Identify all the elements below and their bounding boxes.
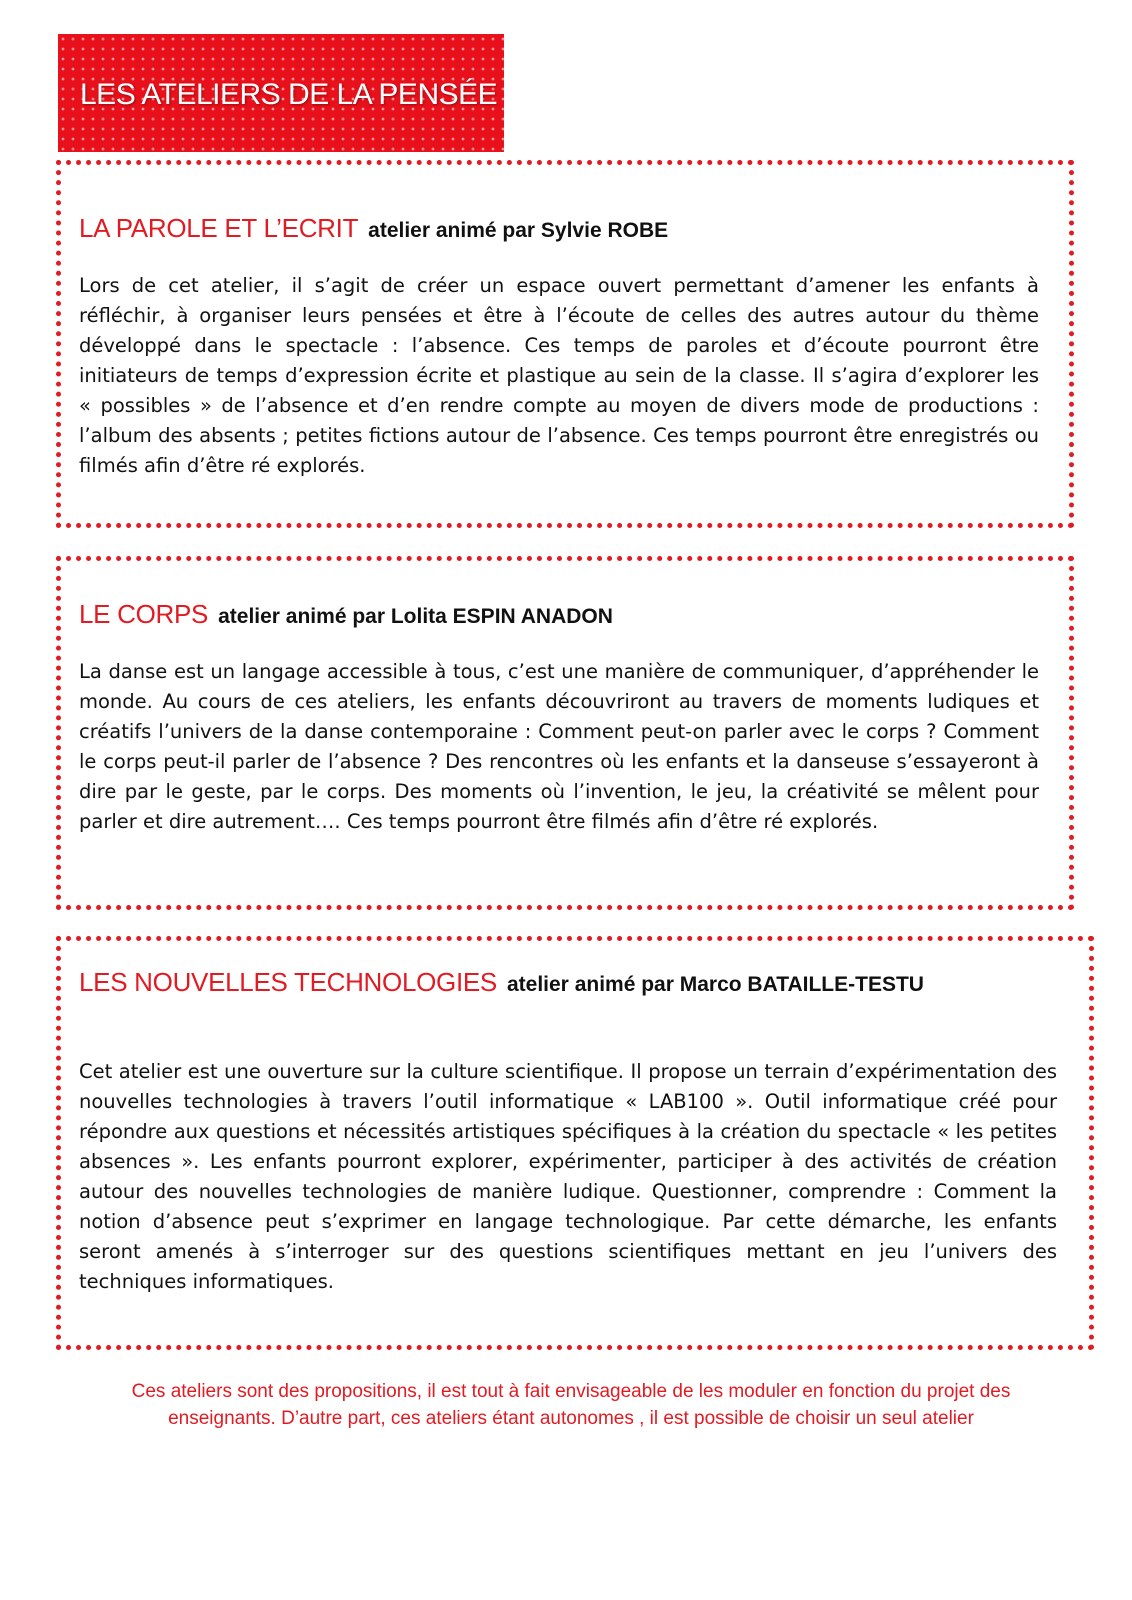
section-subtitle: atelier animé par Marco BATAILLE-TESTU — [506, 973, 924, 996]
section-subtitle: atelier animé par Sylvie ROBE — [368, 219, 669, 242]
section-body: La danse est un langage accessible à tous, c’est une manière de communiquer, d’appréhender le monde. Au cours de ces ateliers, les enfants découvriront au travers de moments ludiques et créatifs l’univers de la danse contemporaine : Comment peut-on parler avec le corps ? Comment le corps peut-il parler de l’absence ? Des rencontres où les enfants et la danseuse s’essayeront à dire par le geste, par le corps. Des moments où l’invention, le jeu, la créativité se mêlent pour parler et dire autrement…. Ces temps pourront être filmés afin d’être ré explorés. — [79, 660, 1039, 833]
section-body: Lors de cet atelier, il s’agit de créer un espace ouvert permettant d’amener les enfants à réfléchir, à organiser leurs pensées et être à l’écoute de celles des autres autour du thème développé dans le spectacle : l’absence. Ces temps de paroles et d’écoute pourront être initiateurs de temps d’expression écrite et plastique au sein de la classe. Il s’agira d’explorer les « possibles » de l’absence et d’en rendre compte au moyen de divers mode de productions : l’album des absents ; petites fictions autour de l’absence. Ces temps pourront être enregistrés ou filmés afin d’être ré explorés. — [79, 274, 1039, 477]
section-subtitle: atelier animé par Lolita ESPIN ANADON — [218, 605, 613, 628]
section-body: Cet atelier est une ouverture sur la culture scientifique. Il propose un terrain d’expérimentation des nouvelles technologies à travers l’outil informatique « LAB100 ». Outil informatique créé pour répondre aux questions et nécessités artistiques spécifiques à la création du spectacle « les petites absences ». Les enfants pourront explorer, expérimenter, participer à des activités de création autour des nouvelles technologies de manière ludique. Questionner, comprendre : Comment la notion d’absence peut s’exprimer en langage technologique. Par cette démarche, les enfants seront amenés à s’interroger sur des questions scientifiques mettant en jeu l’univers des techniques informatiques. — [79, 1060, 1057, 1293]
section-title: LA PAROLE ET L’ECRIT — [79, 213, 359, 243]
title-banner — [58, 34, 504, 152]
section-parole-ecrit — [56, 160, 1074, 528]
section-corps — [56, 556, 1074, 910]
section-heading — [79, 967, 924, 998]
section-title: LES NOUVELLES TECHNOLOGIES — [79, 967, 497, 997]
section-nouvelles-technologies — [56, 936, 1094, 1350]
section-heading — [79, 213, 668, 244]
section-title: LE CORPS — [79, 599, 209, 629]
footer-note: Ces ateliers sont des propositions, il est tout à fait envisageable de les moduler en fonction du projet des enseignants. D’autre part, ces ateliers étant autonomes , il est possible de choisir un seul atelier — [131, 1381, 1011, 1429]
section-heading — [79, 599, 613, 630]
page-title: LES ATELIERS DE LA PENSÉE — [80, 78, 498, 111]
